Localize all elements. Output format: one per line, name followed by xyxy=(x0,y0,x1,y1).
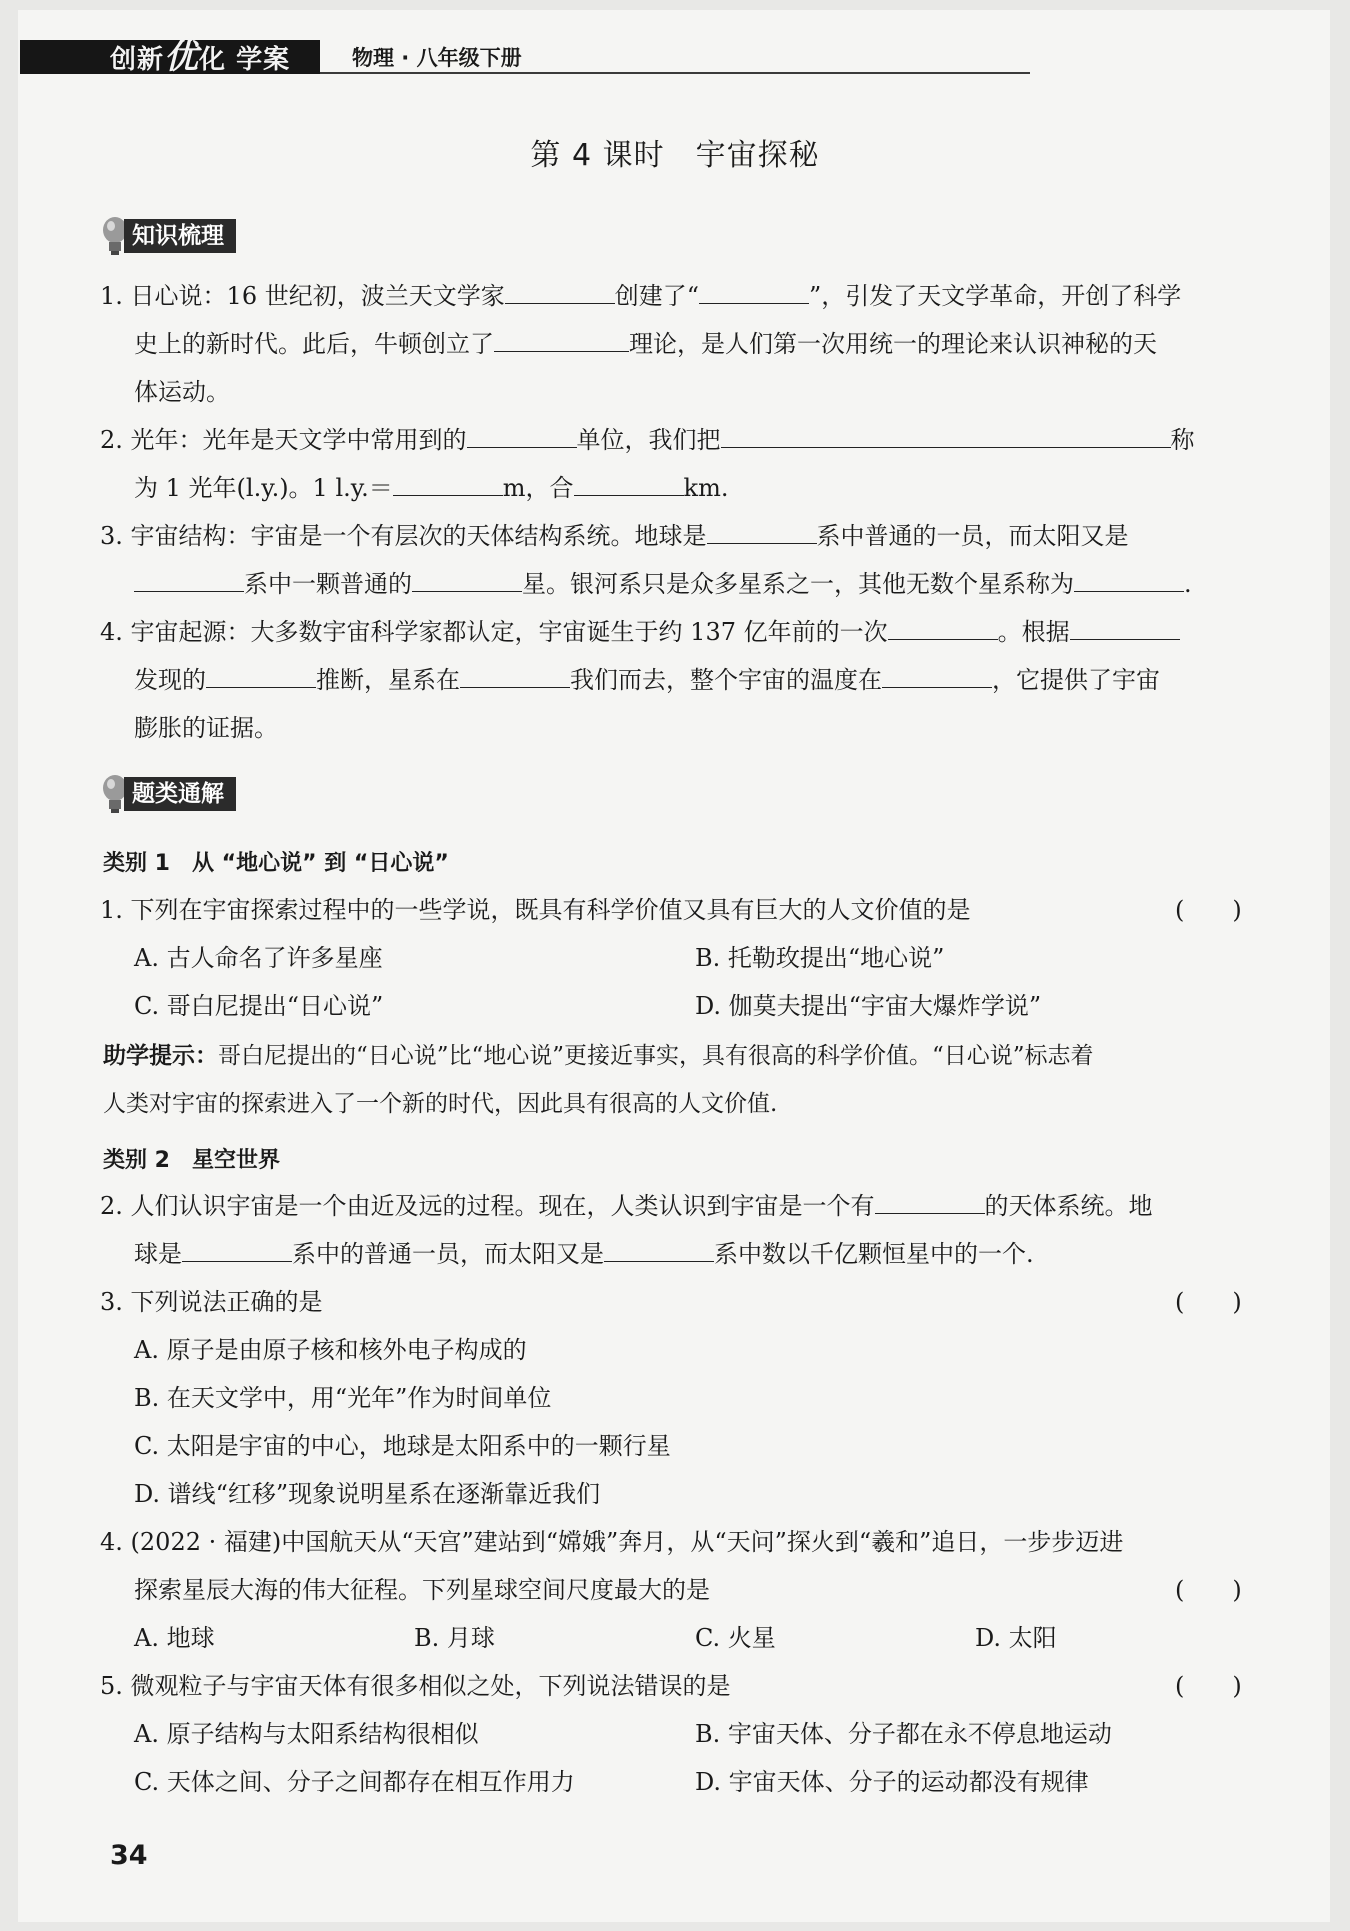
hint-line-1: 助学提示：哥白尼提出的“日心说”比“地心说”更接近事实，具有很高的科学价值。“日心说”标志着 xyxy=(103,1043,1094,1069)
page-number: 34 xyxy=(110,1840,148,1871)
answer-blank[interactable] xyxy=(206,665,316,688)
answer-blank[interactable] xyxy=(1070,617,1180,640)
answer-blank[interactable] xyxy=(882,665,992,688)
answer-blank[interactable] xyxy=(494,329,629,352)
knowledge-item-1-line-1: 1. 日心说：16 世纪初，波兰天文学家 创建了“ ”，引发了天文学革命，开创了科学 xyxy=(100,282,1182,310)
answer-parentheses[interactable]: ( ) xyxy=(1175,1288,1242,1316)
hint-line-2: 人类对宇宙的探索进入了一个新的时代，因此具有很高的人文价值. xyxy=(103,1091,778,1117)
option-d[interactable]: D. 太阳 xyxy=(975,1624,1057,1652)
option-d[interactable]: D. 宇宙天体、分子的运动都没有规律 xyxy=(695,1768,1089,1796)
knowledge-item-1-line-3: 体运动。 xyxy=(134,378,230,406)
option-a[interactable]: A. 原子结构与太阳系结构很相似 xyxy=(134,1720,479,1748)
section-label: 知识梳理 xyxy=(124,219,236,253)
option-b[interactable]: B. 宇宙天体、分子都在永不停息地运动 xyxy=(695,1720,1112,1748)
answer-blank[interactable] xyxy=(134,569,244,592)
knowledge-item-3-line-1: 3. 宇宙结构：宇宙是一个有层次的天体结构系统。地球是 系中普通的一员，而太阳又是 xyxy=(100,522,1129,550)
answer-blank[interactable] xyxy=(393,473,503,496)
answer-blank[interactable] xyxy=(505,281,615,304)
knowledge-item-4-line-3: 膨胀的证据。 xyxy=(134,714,278,742)
knowledge-item-1-line-2: 史上的新时代。此后，牛顿创立了 理论，是人们第一次用统一的理论来认识神秘的天 xyxy=(134,330,1157,358)
option-d[interactable]: D. 伽莫夫提出“宇宙大爆炸学说” xyxy=(695,992,1042,1020)
brand-logo: 创新优化 学案 xyxy=(110,37,291,77)
subject-label: 物理 · 八年级下册 xyxy=(352,46,522,70)
question-4-line-2: 探索星辰大海的伟大征程。下列星球空间尺度最大的是 xyxy=(134,1576,710,1604)
knowledge-item-4-line-2: 发现的 推断，星系在 我们而去，整个宇宙的温度在 ，它提供了宇宙 xyxy=(134,666,1160,694)
option-d[interactable]: D. 谱线“红移”现象说明星系在逐渐靠近我们 xyxy=(134,1480,601,1508)
answer-blank[interactable] xyxy=(721,425,1171,448)
answer-blank[interactable] xyxy=(574,473,684,496)
question-5-stem: 5. 微观粒子与宇宙天体有很多相似之处，下列说法错误的是 xyxy=(100,1672,731,1700)
question-3-stem: 3. 下列说法正确的是 xyxy=(100,1288,323,1316)
answer-blank[interactable] xyxy=(875,1191,985,1214)
question-4-line-1: 4. (2022 · 福建)中国航天从“天宫”建站到“嫦娥”奔月，从“天问”探火到“羲和”追日，一步步迈进 xyxy=(100,1528,1124,1556)
knowledge-item-4-line-1: 4. 宇宙起源：大多数宇宙科学家都认定，宇宙诞生于约 137 亿年前的一次 。根据 xyxy=(100,616,1180,648)
category-1-heading: 类别 1 从 “地心说” 到 “日心说” xyxy=(103,851,449,876)
option-c[interactable]: C. 火星 xyxy=(695,1624,776,1652)
answer-blank[interactable] xyxy=(699,281,809,304)
option-b[interactable]: B. 在天文学中，用“光年”作为时间单位 xyxy=(134,1384,552,1412)
knowledge-item-3-line-2: 系中一颗普通的 星。银河系只是众多星系之一，其他无数个星系称为 . xyxy=(134,568,1192,600)
option-c[interactable]: C. 太阳是宇宙的中心，地球是太阳系中的一颗行星 xyxy=(134,1432,671,1460)
answer-blank[interactable] xyxy=(707,521,817,544)
answer-blank[interactable] xyxy=(888,617,998,640)
knowledge-item-2-line-2: 为 1 光年(l.y.)。1 l.y.＝ m，合 km. xyxy=(134,474,729,502)
hint-label: 助学提示： xyxy=(103,1043,218,1069)
answer-blank[interactable] xyxy=(412,569,522,592)
answer-parentheses[interactable]: ( ) xyxy=(1175,896,1242,924)
section-tag-problems xyxy=(100,776,236,812)
option-b[interactable]: B. 托勒玫提出“地心说” xyxy=(695,944,945,972)
answer-blank[interactable] xyxy=(1074,569,1184,592)
question-2-line-1: 2. 人们认识宇宙是一个由近及远的过程。现在，人类认识到宇宙是一个有 的天体系统。地 xyxy=(100,1192,1153,1220)
option-a[interactable]: A. 古人命名了许多星座 xyxy=(134,944,383,972)
lesson-title: 第 4 课时 宇宙探秘 xyxy=(530,138,820,173)
answer-blank[interactable] xyxy=(460,665,570,688)
option-c[interactable]: C. 天体之间、分子之间都存在相互作用力 xyxy=(134,1768,575,1796)
answer-parentheses[interactable]: ( ) xyxy=(1175,1576,1242,1604)
answer-blank[interactable] xyxy=(467,425,577,448)
option-c[interactable]: C. 哥白尼提出“日心说” xyxy=(134,992,384,1020)
option-b[interactable]: B. 月球 xyxy=(414,1624,495,1652)
question-1-stem: 1. 下列在宇宙探索过程中的一些学说，既具有科学价值又具有巨大的人文价值的是 xyxy=(100,896,971,924)
knowledge-item-2-line-1: 2. 光年：光年是天文学中常用到的 单位，我们把 称 xyxy=(100,426,1195,454)
section-tag-knowledge xyxy=(100,218,236,254)
option-a[interactable]: A. 原子是由原子核和核外电子构成的 xyxy=(134,1336,527,1364)
option-a[interactable]: A. 地球 xyxy=(134,1624,215,1652)
question-2-line-2: 球是 系中的普通一员，而太阳又是 系中数以千亿颗恒星中的一个. xyxy=(134,1240,1034,1268)
category-2-heading: 类别 2 星空世界 xyxy=(103,1148,280,1173)
header-rule xyxy=(320,72,1030,74)
answer-parentheses[interactable]: ( ) xyxy=(1175,1672,1242,1700)
answer-blank[interactable] xyxy=(604,1239,714,1262)
section-label: 题类通解 xyxy=(124,777,236,811)
answer-blank[interactable] xyxy=(182,1239,292,1262)
